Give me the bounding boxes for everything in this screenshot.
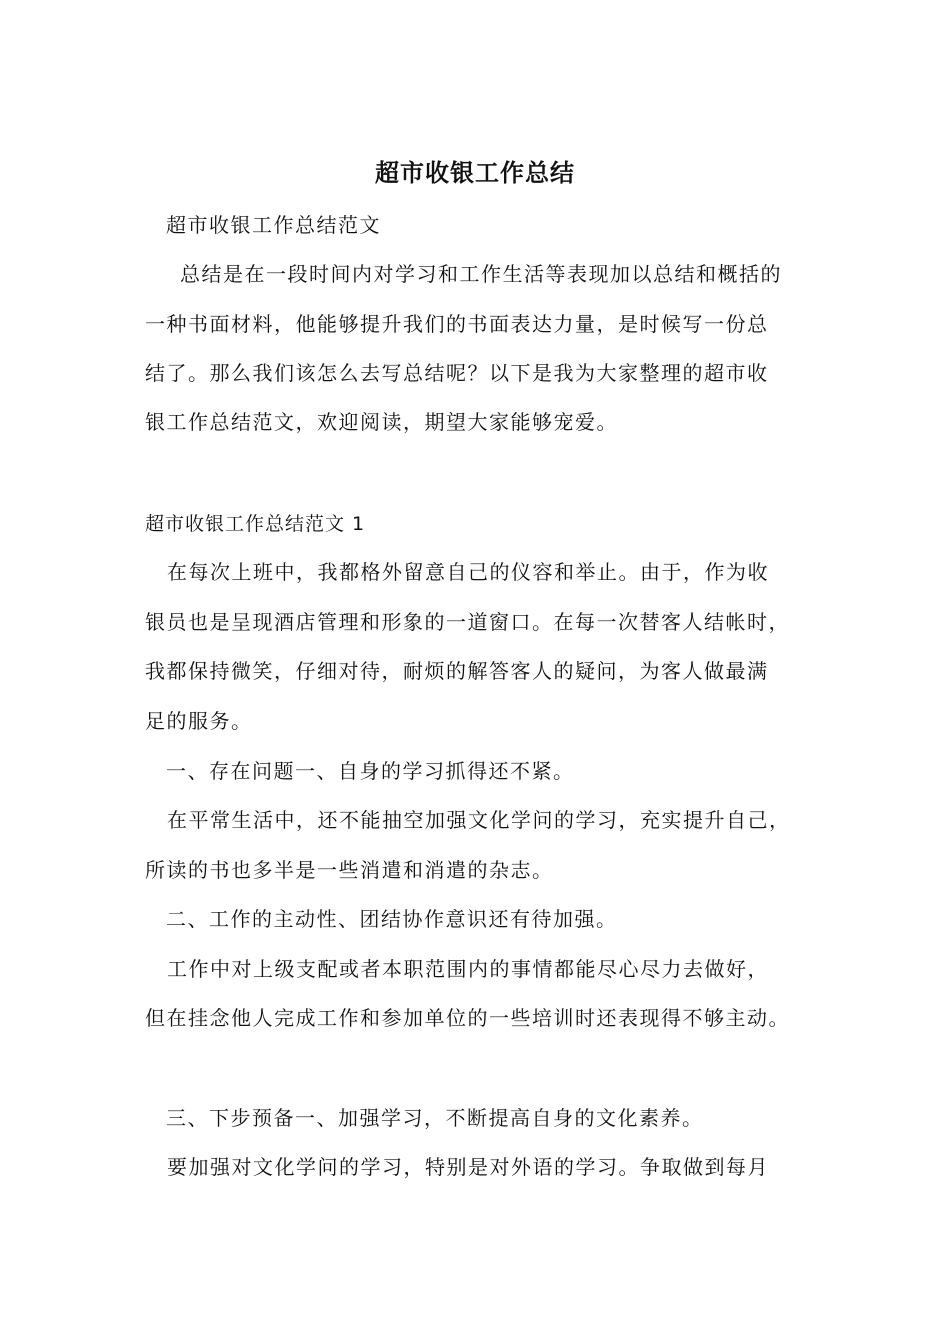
intro-line-4: 银工作总结范文，欢迎阅读，期望大家能够宠爱。 <box>145 410 618 434</box>
issue1-body-line-2: 所读的书也多半是一些消遣和消遣的杂志。 <box>145 858 554 882</box>
issue2-heading: 二、工作的主动性、团结协作意识还有待加强。 <box>166 907 618 931</box>
plan-body-line-1: 要加强对文化学问的学习，特别是对外语的学习。争取做到每月 <box>167 1155 769 1179</box>
document-title: 超市收银工作总结 <box>375 158 575 187</box>
paragraph1-line-4: 足的服务。 <box>145 709 253 733</box>
document-subtitle: 超市收银工作总结范文 <box>166 213 381 237</box>
intro-line-2: 一种书面材料，他能够提升我们的书面表达力量，是时候写一份总 <box>145 312 769 336</box>
issue2-body-line-1: 工作中对上级支配或者本职范围内的事情都能尽心尽力去做好， <box>167 957 769 981</box>
issue1-body-line-1: 在平常生活中，还不能抽空加强文化学问的学习，充实提升自己， <box>167 808 791 832</box>
paragraph1-line-1: 在每次上班中，我都格外留意自己的仪容和举止。由于，作为收 <box>167 560 769 584</box>
paragraph1-line-2: 银员也是呈现酒店管理和形象的一道窗口。在每一次替客人结帐时， <box>145 610 790 634</box>
paragraph1-line-3: 我都保持微笑，仔细对待，耐烦的解答客人的疑问，为客人做最满 <box>145 659 769 683</box>
plan-heading: 三、下步预备一、加强学习，不断提高自身的文化素养。 <box>166 1106 704 1130</box>
intro-line-1: 总结是在一段时间内对学习和工作生活等表现加以总结和概括的 <box>180 262 782 286</box>
issue1-heading: 一、存在问题一、自身的学习抓得还不紧。 <box>166 759 575 783</box>
issue2-body-line-2: 但在挂念他人完成工作和参加单位的一些培训时还表现得不够主动。 <box>145 1006 790 1030</box>
section-heading: 超市收银工作总结范文 1 <box>145 513 366 535</box>
intro-line-3: 结了。那么我们该怎么去写总结呢？以下是我为大家整理的超市收 <box>145 361 769 385</box>
